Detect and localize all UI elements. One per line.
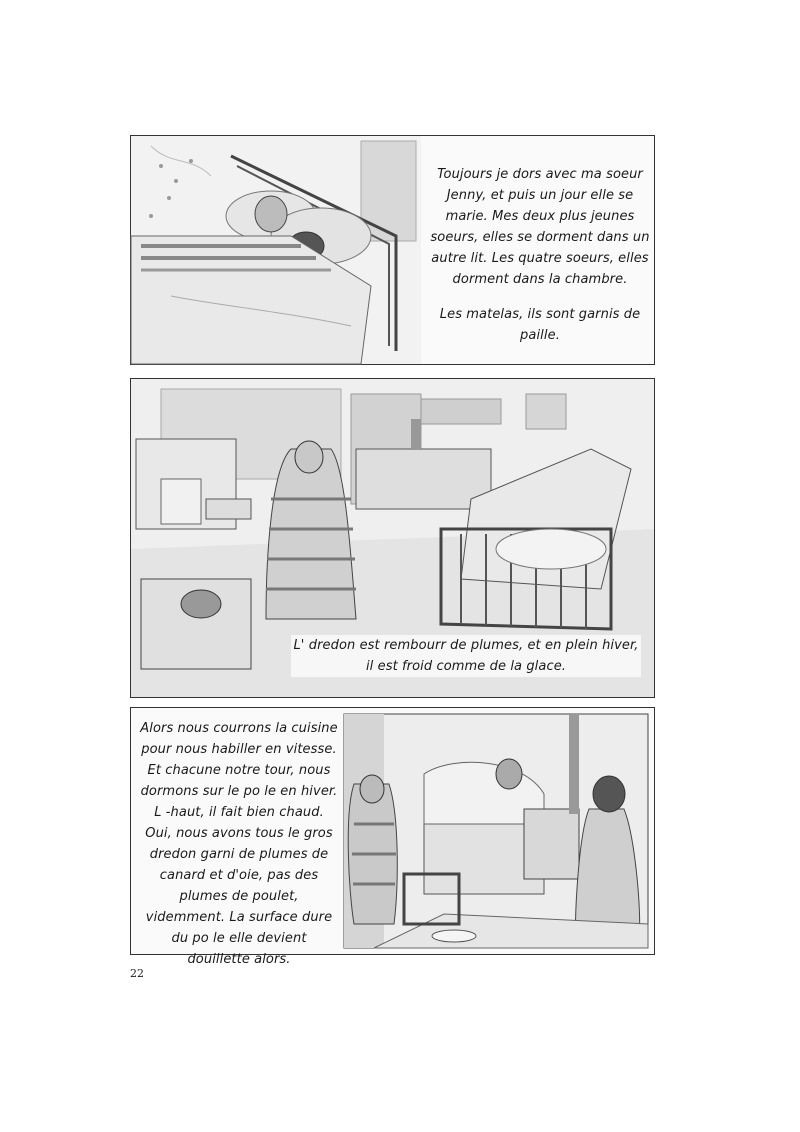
page-number: 22 <box>130 967 144 980</box>
panel-2-caption-text: L' dredon est rembourr de plumes, et en plein hiver, il est froid comme de la glace. <box>293 638 639 674</box>
panel-3-caption-text: Alors nous courrons la cuisine pour nous habiller en vitesse. Et chacune notre tour, nous dormons sur le po le en hiver. L -haut, il fait bien chaud. Oui, nous avons tous le gros dredon garni de plumes de canard et d'oie, pas des plumes de poulet, videmment. La surface dure du po le elle devient douillette alors. <box>140 721 338 967</box>
panel-3-caption <box>139 718 339 970</box>
panel-2-caption <box>291 635 641 677</box>
panel-1-caption-text-1: Toujours je dors avec ma soeur Jenny, et puis un jour elle se marie. Mes deux plus jeunes soeurs, elles se dorment dans un autre lit. Les quatre soeurs, elles dorment dans la chambre. <box>430 167 650 287</box>
panel-1-illustration <box>131 136 421 364</box>
comic-panel-2 <box>130 378 655 698</box>
comic-panel-3 <box>130 707 655 967</box>
panel-3-illustration <box>344 714 648 948</box>
panel-1-caption-text-2: Les matelas, ils sont garnis de paille. <box>439 307 641 343</box>
panel-1-caption <box>429 164 651 346</box>
comic-panel-1 <box>130 135 655 365</box>
